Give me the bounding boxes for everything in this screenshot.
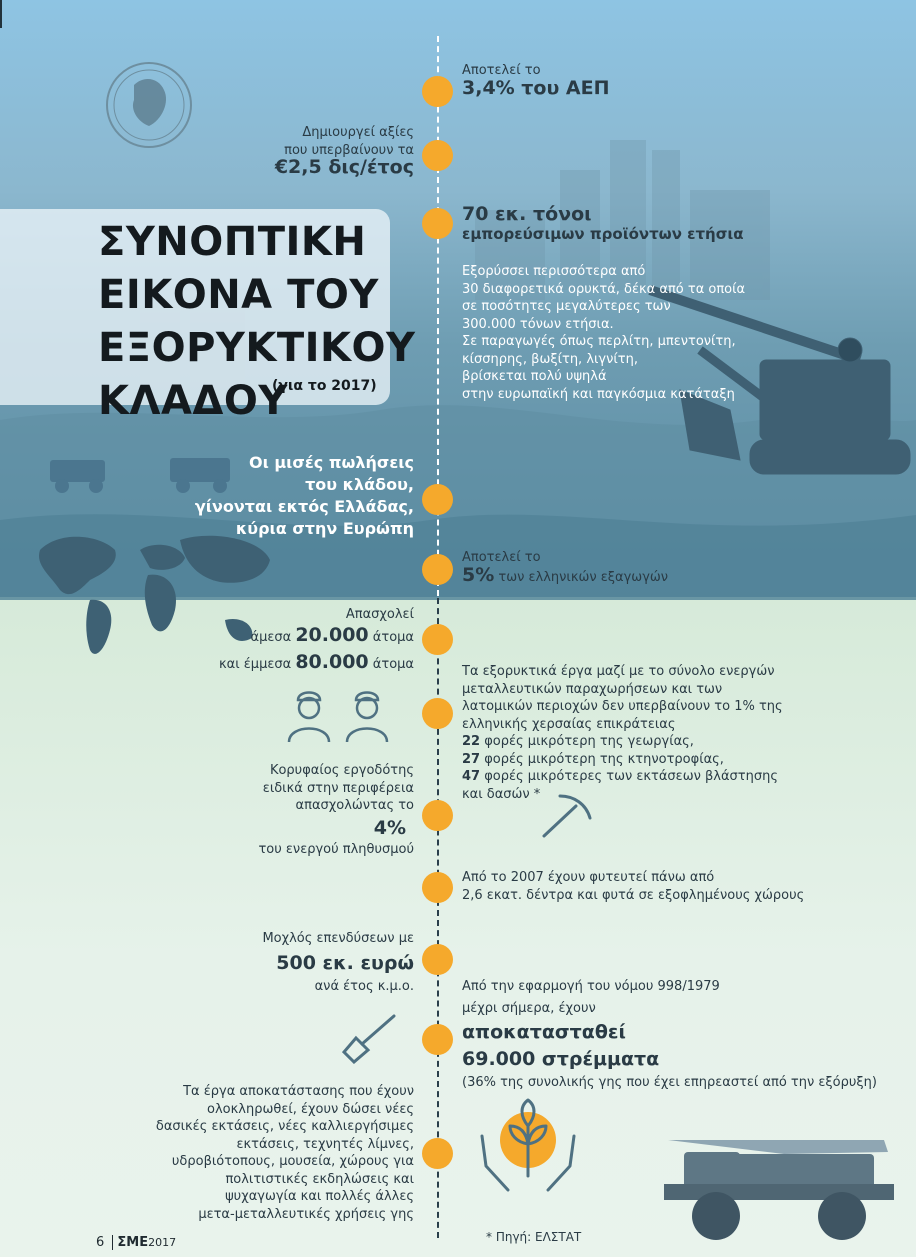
timeline-dot — [422, 1024, 453, 1055]
footer-year: 2017 — [148, 1236, 177, 1249]
plant-in-hands-icon — [476, 1096, 580, 1194]
restoration-fact — [462, 977, 877, 1093]
title-line-4: ΚΛΑΔΟΥ — [98, 378, 288, 424]
shovel-icon — [340, 1012, 398, 1064]
uses-fact — [156, 1083, 414, 1223]
uses-line: πολιτιστικές εκδηλώσεις και — [225, 1171, 414, 1187]
products-desc-line: κίσσηρης, βωξίτη, λιγνίτη, — [462, 351, 638, 367]
land-line: μεταλλευτικών παραχωρήσεων και των — [462, 681, 723, 697]
timeline-dot — [422, 484, 453, 515]
investment-value: 500 εκ. ευρώ — [276, 952, 414, 974]
investment-fact — [262, 929, 414, 997]
page-number: 6 — [96, 1235, 105, 1250]
value-added-line-1: Δημιουργεί αξίες — [302, 125, 414, 140]
products-desc-line: βρίσκεται πολύ υψηλά — [462, 369, 607, 384]
land-compare-text: φορές μικρότερη της γεωργίας, — [484, 734, 694, 749]
page-title — [98, 216, 416, 428]
timeline-dot — [422, 698, 453, 729]
land-compare-number: 47 — [462, 769, 481, 784]
employment-indirect-suffix: άτομα — [372, 657, 414, 672]
sales-line: γίνονται εκτός Ελλάδας, — [194, 497, 414, 516]
restoration-value-2: 69.000 στρέμματα — [462, 1048, 660, 1070]
timeline-dot — [422, 554, 453, 585]
title-line-2: ΕΙΚΟΝΑ ΤΟΥ — [98, 272, 379, 318]
products-desc-line: 300.000 τόνων ετήσια. — [462, 316, 614, 332]
uses-line: ολοκληρωθεί, έχουν δώσει νέες — [207, 1101, 414, 1117]
employer-line: απασχολώντας το — [295, 798, 414, 813]
land-compare-text: φορές μικρότερη της κτηνοτροφίας, — [484, 751, 724, 767]
products-desc-line: Σε παραγωγές όπως περλίτη, μπεντονίτη, — [462, 334, 736, 349]
timeline-dot — [422, 944, 453, 975]
products-description — [462, 263, 745, 403]
workers-illustration — [284, 684, 404, 746]
land-line: ελληνικής χερσαίας επικράτειας — [462, 716, 676, 732]
uses-line: ψυχαγωγία και πολλές άλλες — [225, 1189, 414, 1204]
employer-line: ειδικά στην περιφέρεια — [262, 780, 414, 796]
seal-logo — [104, 60, 194, 150]
land-line: λατομικών περιοχών δεν υπερβαίνουν το 1% της — [462, 699, 783, 714]
land-compare-number: 22 — [462, 734, 481, 749]
restoration-line-2: μέχρι σήμερα, έχουν — [462, 1001, 596, 1016]
miner-worker-icon — [289, 693, 387, 743]
gdp-value: 3,4% του ΑΕΠ — [462, 76, 610, 99]
trees-fact — [462, 869, 804, 904]
products-desc-line: σε ποσότητες μεγαλύτερες των — [462, 299, 671, 314]
sales-line: Οι μισές πωλήσεις — [249, 453, 414, 472]
exports-fact — [462, 549, 668, 586]
title-year-note: (για το 2017) — [272, 378, 377, 394]
timeline-dot — [422, 624, 453, 655]
mining-truck-icon — [664, 1138, 904, 1242]
restoration-line-1: Από την εφαρμογή του νόμου 998/1979 — [462, 979, 720, 994]
timeline-dot — [422, 1138, 453, 1169]
timeline-dot — [422, 872, 453, 903]
land-fact — [462, 663, 783, 803]
timeline-dot — [422, 800, 453, 831]
title-line-1: ΣΥΝΟΠΤΙΚΗ — [98, 219, 367, 265]
products-desc-line: Εξορύσσει περισσότερα από — [462, 264, 646, 279]
exports-value: 5% — [462, 563, 495, 586]
products-fact — [462, 203, 744, 243]
timeline-dot — [422, 140, 453, 171]
employer-line: Κορυφαίος εργοδότης — [269, 763, 414, 778]
uses-line: Τα έργα αποκατάστασης που έχουν — [183, 1084, 414, 1099]
trees-line: Από το 2007 έχουν φυτευτεί πάνω από — [462, 870, 715, 885]
land-compare-number: 27 — [462, 751, 481, 767]
value-added-value: €2,5 δις/έτος — [274, 156, 414, 178]
gdp-intro: Αποτελεί το — [462, 63, 541, 78]
land-compare-last: και δασών * — [462, 786, 541, 802]
uses-line: μετα-μεταλλευτικές χρήσεις γης — [198, 1206, 414, 1222]
footer-brand: ΣΜΕ — [117, 1235, 149, 1250]
investment-intro: Μοχλός επενδύσεων με — [262, 931, 414, 946]
sales-line: του κλάδου, — [305, 475, 414, 494]
products-subtitle: εμπορεύσιμων προϊόντων ετήσια — [462, 224, 744, 243]
timeline-dot — [422, 76, 453, 107]
employment-indirect-value: 80.000 — [295, 651, 369, 673]
employment-fact — [219, 606, 414, 677]
employment-direct-suffix: άτομα — [372, 630, 414, 645]
footer — [96, 1235, 176, 1250]
restoration-value-1: αποκατασταθεί — [462, 1021, 626, 1043]
corner-mark — [0, 0, 11, 28]
employment-direct-value: 20.000 — [295, 624, 369, 646]
exports-intro: Αποτελεί το — [462, 550, 541, 565]
employment-direct-prefix: άμεσα — [250, 630, 292, 645]
sales-line: κύρια στην Ευρώπη — [235, 519, 414, 538]
products-value: 70 εκ. τόνοι — [462, 203, 592, 225]
source-note: * Πηγή: ΕΛΣΤΑΤ — [486, 1230, 582, 1244]
value-added-fact — [275, 124, 414, 177]
title-line-3: ΕΞΟΡΥΚΤΙΚΟΥ — [98, 325, 416, 371]
land-compare-text: φορές μικρότερες των εκτάσεων βλάστησης — [484, 769, 778, 784]
restoration-note: (36% της συνολικής γης που έχει επηρεαστεί από την εξόρυξη) — [462, 1075, 877, 1090]
sales-fact — [195, 452, 414, 540]
employer-rest: του ενεργού πληθυσμού — [258, 841, 414, 857]
land-line: Τα εξορυκτικά έργα μαζί με το σύνολο ενεργών — [462, 664, 775, 679]
timeline-dot — [422, 208, 453, 239]
value-added-line-2: που υπερβαίνουν τα — [284, 142, 414, 158]
uses-line: εκτάσεις, τεχνητές λίμνες, — [236, 1136, 414, 1152]
investment-rest: ανά έτος κ.μ.ο. — [314, 979, 414, 994]
employer-value: 4% — [373, 816, 406, 839]
products-desc-line: 30 διαφορετικά ορυκτά, δέκα από τα οποία — [462, 281, 746, 297]
gdp-fact — [462, 62, 610, 97]
products-desc-line: στην ευρωπαϊκή και παγκόσμια κατάταξη — [462, 386, 735, 402]
trees-line: 2,6 εκατ. δέντρα και φυτά σε εξοφλημένους χώρους — [462, 887, 805, 903]
uses-line: δασικές εκτάσεις, νέες καλλιεργήσιμες — [155, 1119, 414, 1134]
employer-fact — [258, 762, 414, 858]
employment-intro: Απασχολεί — [345, 607, 414, 622]
exports-rest: των ελληνικών εξαγωγών — [498, 569, 669, 585]
employment-indirect-prefix: και έμμεσα — [219, 657, 292, 672]
uses-line: υδροβιότοπους, μουσεία, χώρους για — [171, 1154, 414, 1169]
